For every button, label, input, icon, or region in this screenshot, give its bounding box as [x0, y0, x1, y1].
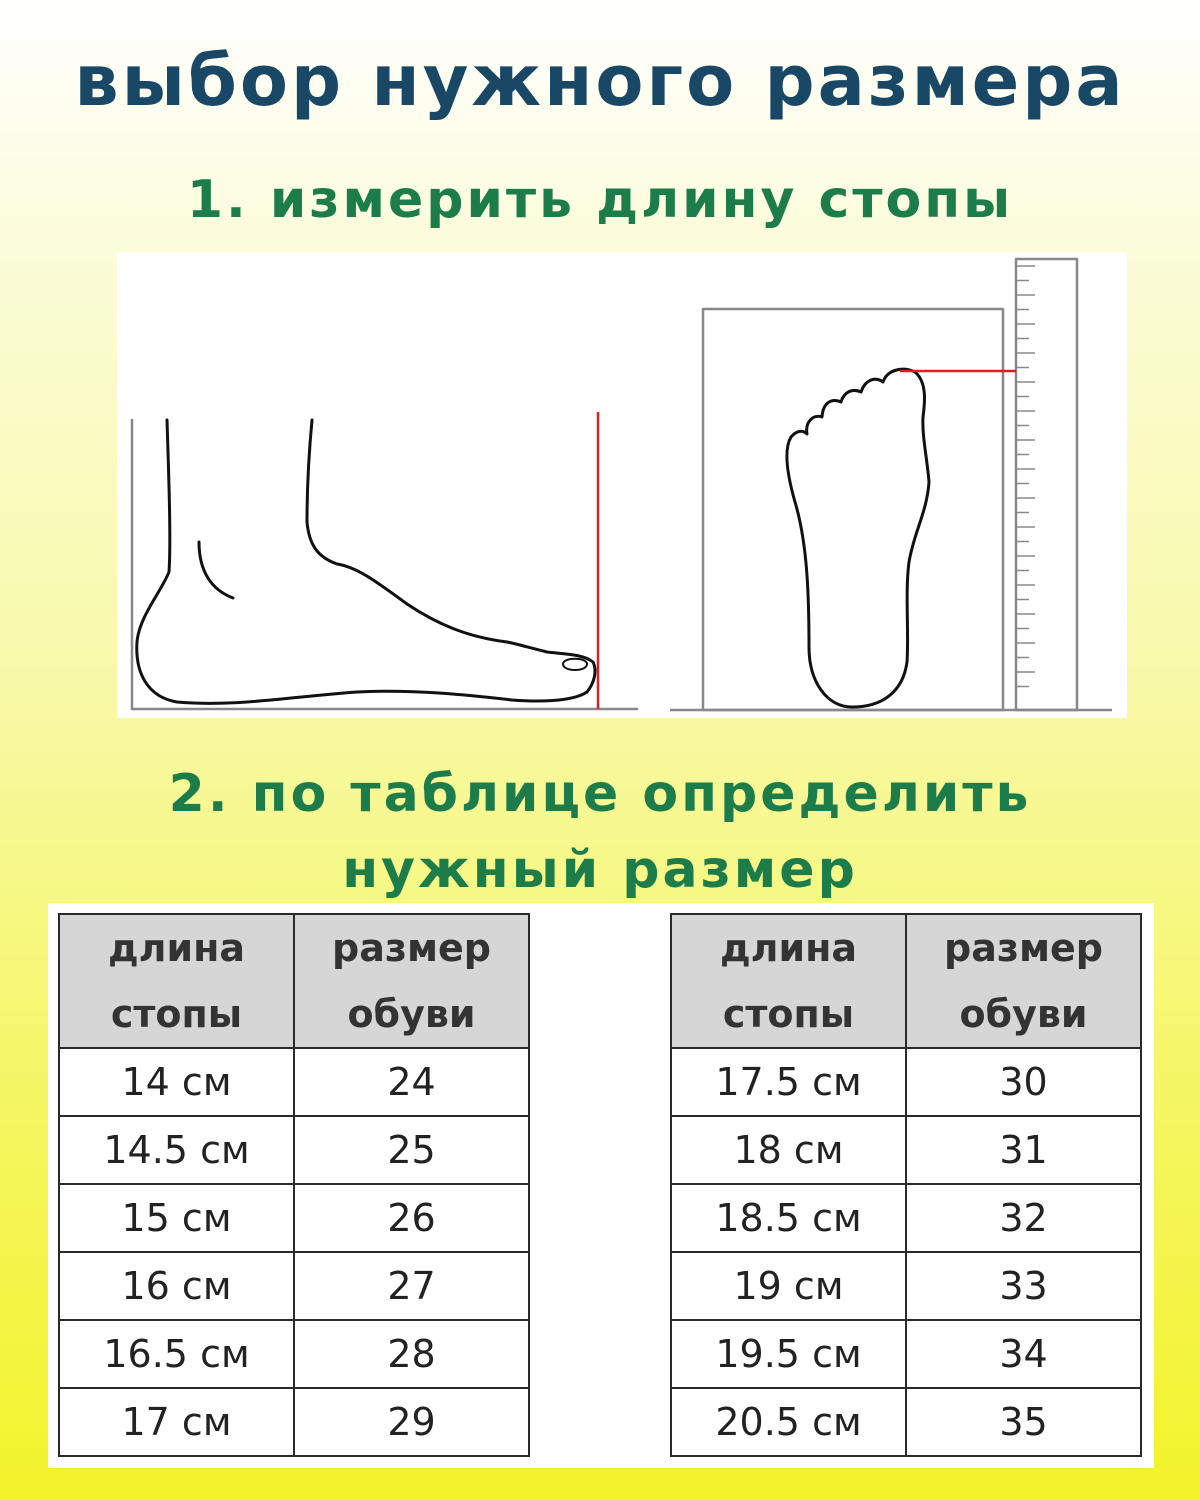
shoe-size-cell: 33: [906, 1252, 1141, 1320]
foot-measure-diagram: [117, 252, 1127, 718]
shoe-size-cell: 29: [294, 1388, 529, 1456]
table-row: [671, 1184, 1141, 1252]
foot-length-cell: 18.5 см: [671, 1184, 906, 1252]
foot-measure-illustration: [117, 252, 1127, 718]
table-row: [671, 1116, 1141, 1184]
step2-heading-line2: нужный размер: [342, 840, 858, 900]
shoe-size-cell: 24: [294, 1048, 529, 1116]
table-row: [59, 1116, 529, 1184]
header-text: обуви: [959, 992, 1088, 1036]
shoe-size-cell: 35: [906, 1388, 1141, 1456]
shoe-size-cell: 25: [294, 1116, 529, 1184]
foot-length-cell: 19.5 см: [671, 1320, 906, 1388]
header-text: размер: [944, 926, 1103, 970]
foot-length-cell: 17.5 см: [671, 1048, 906, 1116]
paper-sheet: [703, 309, 1003, 710]
table-header-row: [671, 914, 1141, 1048]
shoe-size-cell: 26: [294, 1184, 529, 1252]
table-row: [59, 1388, 529, 1456]
foot-top-view: [670, 259, 1112, 710]
header-text: длина: [719, 926, 858, 970]
foot-length-cell: 16 см: [59, 1252, 294, 1320]
size-tables-panel: [48, 903, 1154, 1468]
shoe-size-cell: 34: [906, 1320, 1141, 1388]
header-text: стопы: [110, 992, 243, 1036]
size-table-left: [58, 913, 530, 1457]
ankle-bone-curve: [199, 542, 233, 598]
header-shoe-size: [294, 914, 529, 1048]
header-text: обуви: [347, 992, 476, 1036]
shoe-size-cell: 30: [906, 1048, 1141, 1116]
ruler-ticks: [1016, 266, 1035, 687]
header-text: длина: [107, 926, 246, 970]
shoe-size-cell: 28: [294, 1320, 529, 1388]
header-text: стопы: [722, 992, 855, 1036]
header-shoe-size: [906, 914, 1141, 1048]
table-row: [671, 1388, 1141, 1456]
table-row: [59, 1184, 529, 1252]
header-text: размер: [332, 926, 491, 970]
foot-length-cell: 20.5 см: [671, 1388, 906, 1456]
table-row: [671, 1048, 1141, 1116]
size-table-right: [670, 913, 1142, 1457]
foot-length-cell: 14 см: [59, 1048, 294, 1116]
shoe-size-cell: 27: [294, 1252, 529, 1320]
foot-length-cell: 16.5 см: [59, 1320, 294, 1388]
table-header-row: [59, 914, 529, 1048]
foot-top-outline: [787, 369, 929, 707]
table-row: [671, 1252, 1141, 1320]
header-foot-length: [59, 914, 294, 1048]
table-row: [59, 1320, 529, 1388]
foot-length-cell: 19 см: [671, 1252, 906, 1320]
table-row: [59, 1048, 529, 1116]
foot-side-view: [132, 420, 637, 709]
foot-length-cell: 18 см: [671, 1116, 906, 1184]
table-row: [671, 1320, 1141, 1388]
page-title: выбор нужного размера: [74, 40, 1126, 122]
foot-side-outline: [137, 420, 595, 703]
table-row: [59, 1252, 529, 1320]
foot-length-cell: 17 см: [59, 1388, 294, 1456]
shoe-size-cell: 32: [906, 1184, 1141, 1252]
foot-length-cell: 14.5 см: [59, 1116, 294, 1184]
shoe-size-cell: 31: [906, 1116, 1141, 1184]
step2-heading: [0, 756, 1200, 908]
step1-heading: 1. измерить длину стопы: [186, 170, 1014, 230]
header-foot-length: [671, 914, 906, 1048]
foot-length-cell: 15 см: [59, 1184, 294, 1252]
step2-heading-line1: 2. по таблице определить: [168, 764, 1032, 824]
toenail: [563, 659, 587, 670]
